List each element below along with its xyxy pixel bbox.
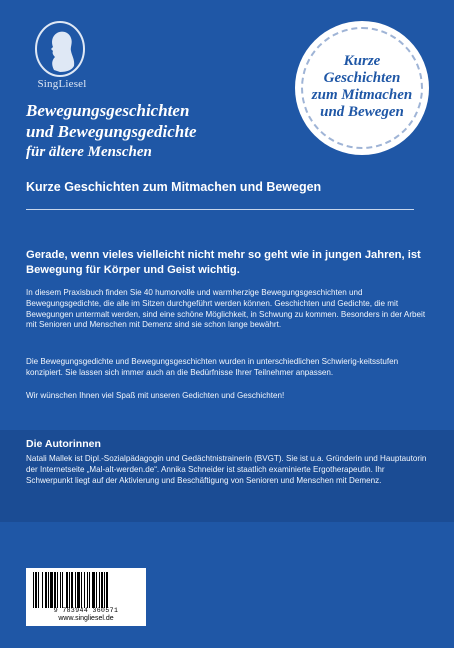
- badge-line: Kurze: [343, 53, 381, 69]
- badge-line: Geschichten: [323, 70, 401, 86]
- barcode: [26, 568, 146, 626]
- divider: [26, 209, 414, 210]
- book-title: [26, 100, 296, 163]
- badge-seal: [296, 22, 428, 154]
- publisher-url: www.singliesel.de: [58, 615, 114, 622]
- authors-heading: Die Autorinnen: [26, 438, 101, 450]
- authors-section: [0, 430, 454, 522]
- badge-text: [296, 53, 428, 121]
- description-paragraph: In diesem Praxisbuch finden Sie 40 humorvolle und warmherzige Bewegungsgeschichten und Bewegungsgedichte, die alle im Sitzen durchgeführt werden können. Geschichten und Gedichte, die mit Bewegungen untermalt werden, sind eine schöne Möglichkeit, in Schwung zu kommen. Besonders in der Arbeit mit Senioren und Menschen mit Demenz sind sie schon lange bewährt.: [26, 288, 426, 330]
- barcode-bars: [33, 572, 139, 608]
- brand-name: SingLiesel: [37, 78, 87, 90]
- badge-line: zum Mitmachen: [311, 87, 413, 103]
- description-paragraph: Die Bewegungsgedichte und Bewegungsgeschichten wurden in unterschiedlichen Schwierig-keitsstufen konzipiert. Sie lassen sich immer auch an die Bedürfnisse Ihrer Teilnehmer anpassen.: [26, 357, 399, 377]
- description-paragraph: Wir wünschen Ihnen viel Spaß mit unseren Gedichten und Geschichten!: [26, 391, 285, 400]
- silhouette-icon: [32, 20, 88, 78]
- publisher-logo: [22, 20, 102, 90]
- badge-line: und Bewegen: [320, 104, 404, 120]
- lead-text: Gerade, wenn vieles vielleicht nicht mehr so geht wie in jungen Jahren, ist Bewegung für Körper und Geist wichtig.: [26, 249, 421, 276]
- title-line-3: für ältere Menschen: [26, 144, 152, 160]
- authors-bio: Natali Mallek ist Dipl.-Sozialpädagogin und Gedächtnistrainerin (BVGT). Sie ist u.a. Gründerin und Hauptautorin der Internetseite „Mal-alt-werden.de“. Annika Schneider ist staatlich examinierte Ergotherapeutin. Ihr Schwerpunkt liegt auf der Aktivierung und Beschäftigung von Senioren und Menschen mit Demenz.: [26, 454, 427, 485]
- barcode-digits: 9 783944 360571: [53, 607, 119, 614]
- title-line-1: Bewegungsgeschichten: [26, 101, 190, 120]
- title-line-2: und Bewegungsgedichte: [26, 122, 197, 141]
- book-subtitle: Kurze Geschichten zum Mitmachen und Bewegen: [26, 180, 322, 194]
